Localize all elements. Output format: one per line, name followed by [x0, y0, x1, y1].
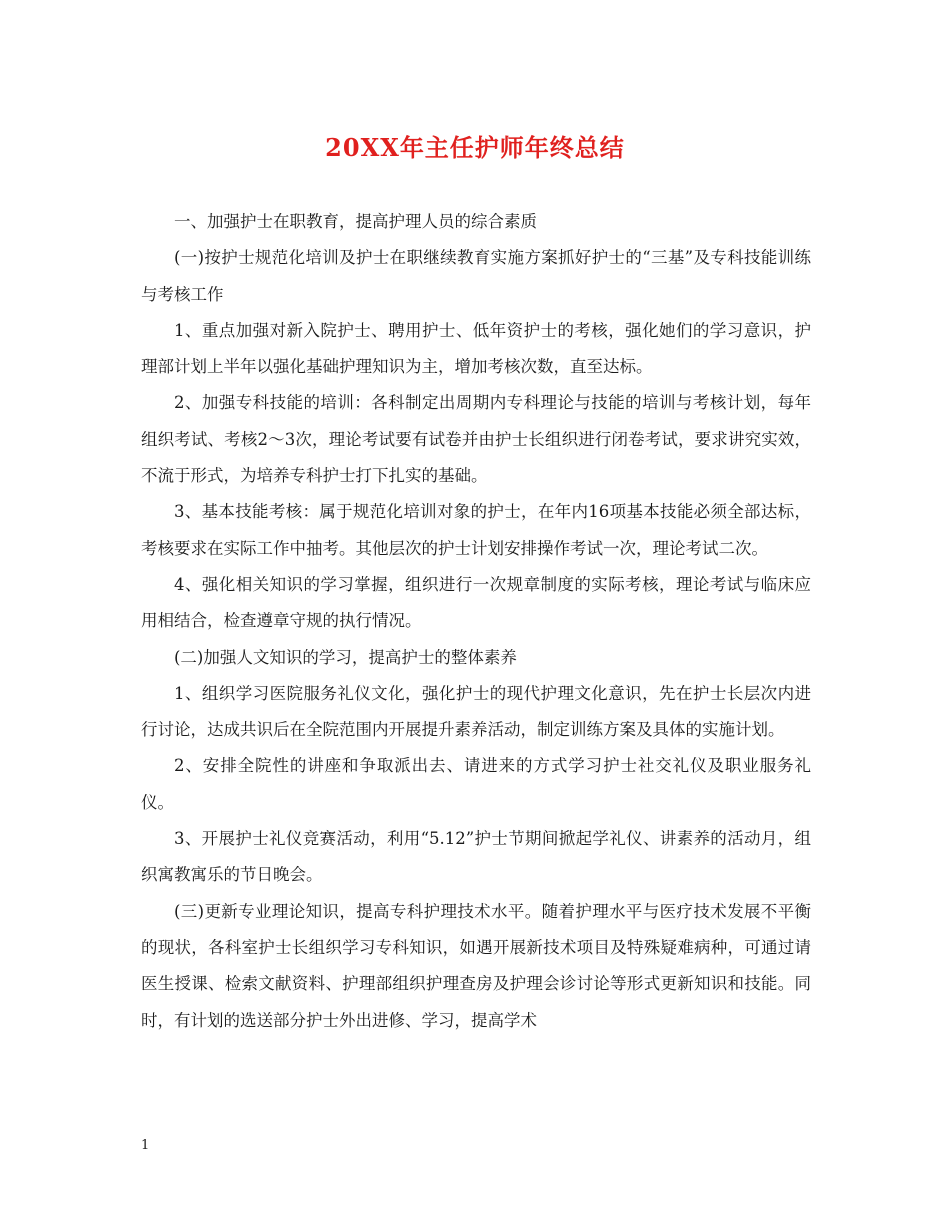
document-title: 20XX年主任护师年终总结 — [325, 133, 625, 162]
paragraph-subsection-3: (三)更新专业理论知识，提高专科护理技术水平。随着护理水平与医疗技术发展不平衡的现状，各科室护士长组织学习专科知识，如遇开展新技术项目及特殊疑难病种，可通过请医生授课、检索文献资料、护理部组织护理查房及护理会诊讨论等形式更新知识和技能。同时，有计划的选送部分护士外出进修、学习，提高学术 — [141, 901, 811, 1030]
paragraph-item-3: 3、基本技能考核：属于规范化培训对象的护士，在年内16项基本技能必须全部达标，考核要求在实际工作中抽考。其他层次的护士计划安排操作考试一次，理论考试二次。 — [141, 502, 811, 558]
paragraph-subsection-1: (一)按护士规范化培训及护士在职继续教育实施方案抓好护士的“三基”及专科技能训练与考核工作 — [141, 248, 811, 304]
paragraph-item-3b: 3、开展护士礼仪竞赛活动，利用“5.12”护士节期间掀起学礼仪、讲素养的活动月，组织寓教寓乐的节日晚会。 — [141, 829, 811, 885]
paragraph-item-2b: 2、安排全院性的讲座和争取派出去、请进来的方式学习护士社交礼仪及职业服务礼仪。 — [141, 756, 811, 812]
paragraph-item-1b: 1、组织学习医院服务礼仪文化，强化护士的现代护理文化意识，先在护士长层次内进行讨论，达成共识后在全院范围内开展提升素养活动，制定训练方案及具体的实施计划。 — [141, 683, 811, 740]
document-body — [141, 204, 811, 1039]
paragraph-item-2: 2、加强专科技能的培训：各科制定出周期内专科理论与技能的培训与考核计划，每年组织考试、考核2～3次，理论考试要有试卷并由护士长组织进行闭卷考试，要求讲究实效，不流于形式，为培养专科护士打下扎实的基础。 — [141, 393, 811, 486]
paragraph-item-4: 4、强化相关知识的学习掌握，组织进行一次规章制度的实际考核，理论考试与临床应用相结合，检查遵章守规的执行情况。 — [141, 574, 811, 631]
page-number: 1 — [141, 1138, 150, 1153]
paragraph-item-1: 1、重点加强对新入院护士、聘用护士、低年资护士的考核，强化她们的学习意识，护理部计划上半年以强化基础护理知识为主，增加考核次数，直至达标。 — [141, 320, 811, 377]
paragraph-subsection-2: (二)加强人文知识的学习，提高护士的整体素养 — [174, 647, 517, 667]
paragraph-section-heading: 一、加强护士在职教育，提高护理人员的综合素质 — [174, 212, 537, 231]
